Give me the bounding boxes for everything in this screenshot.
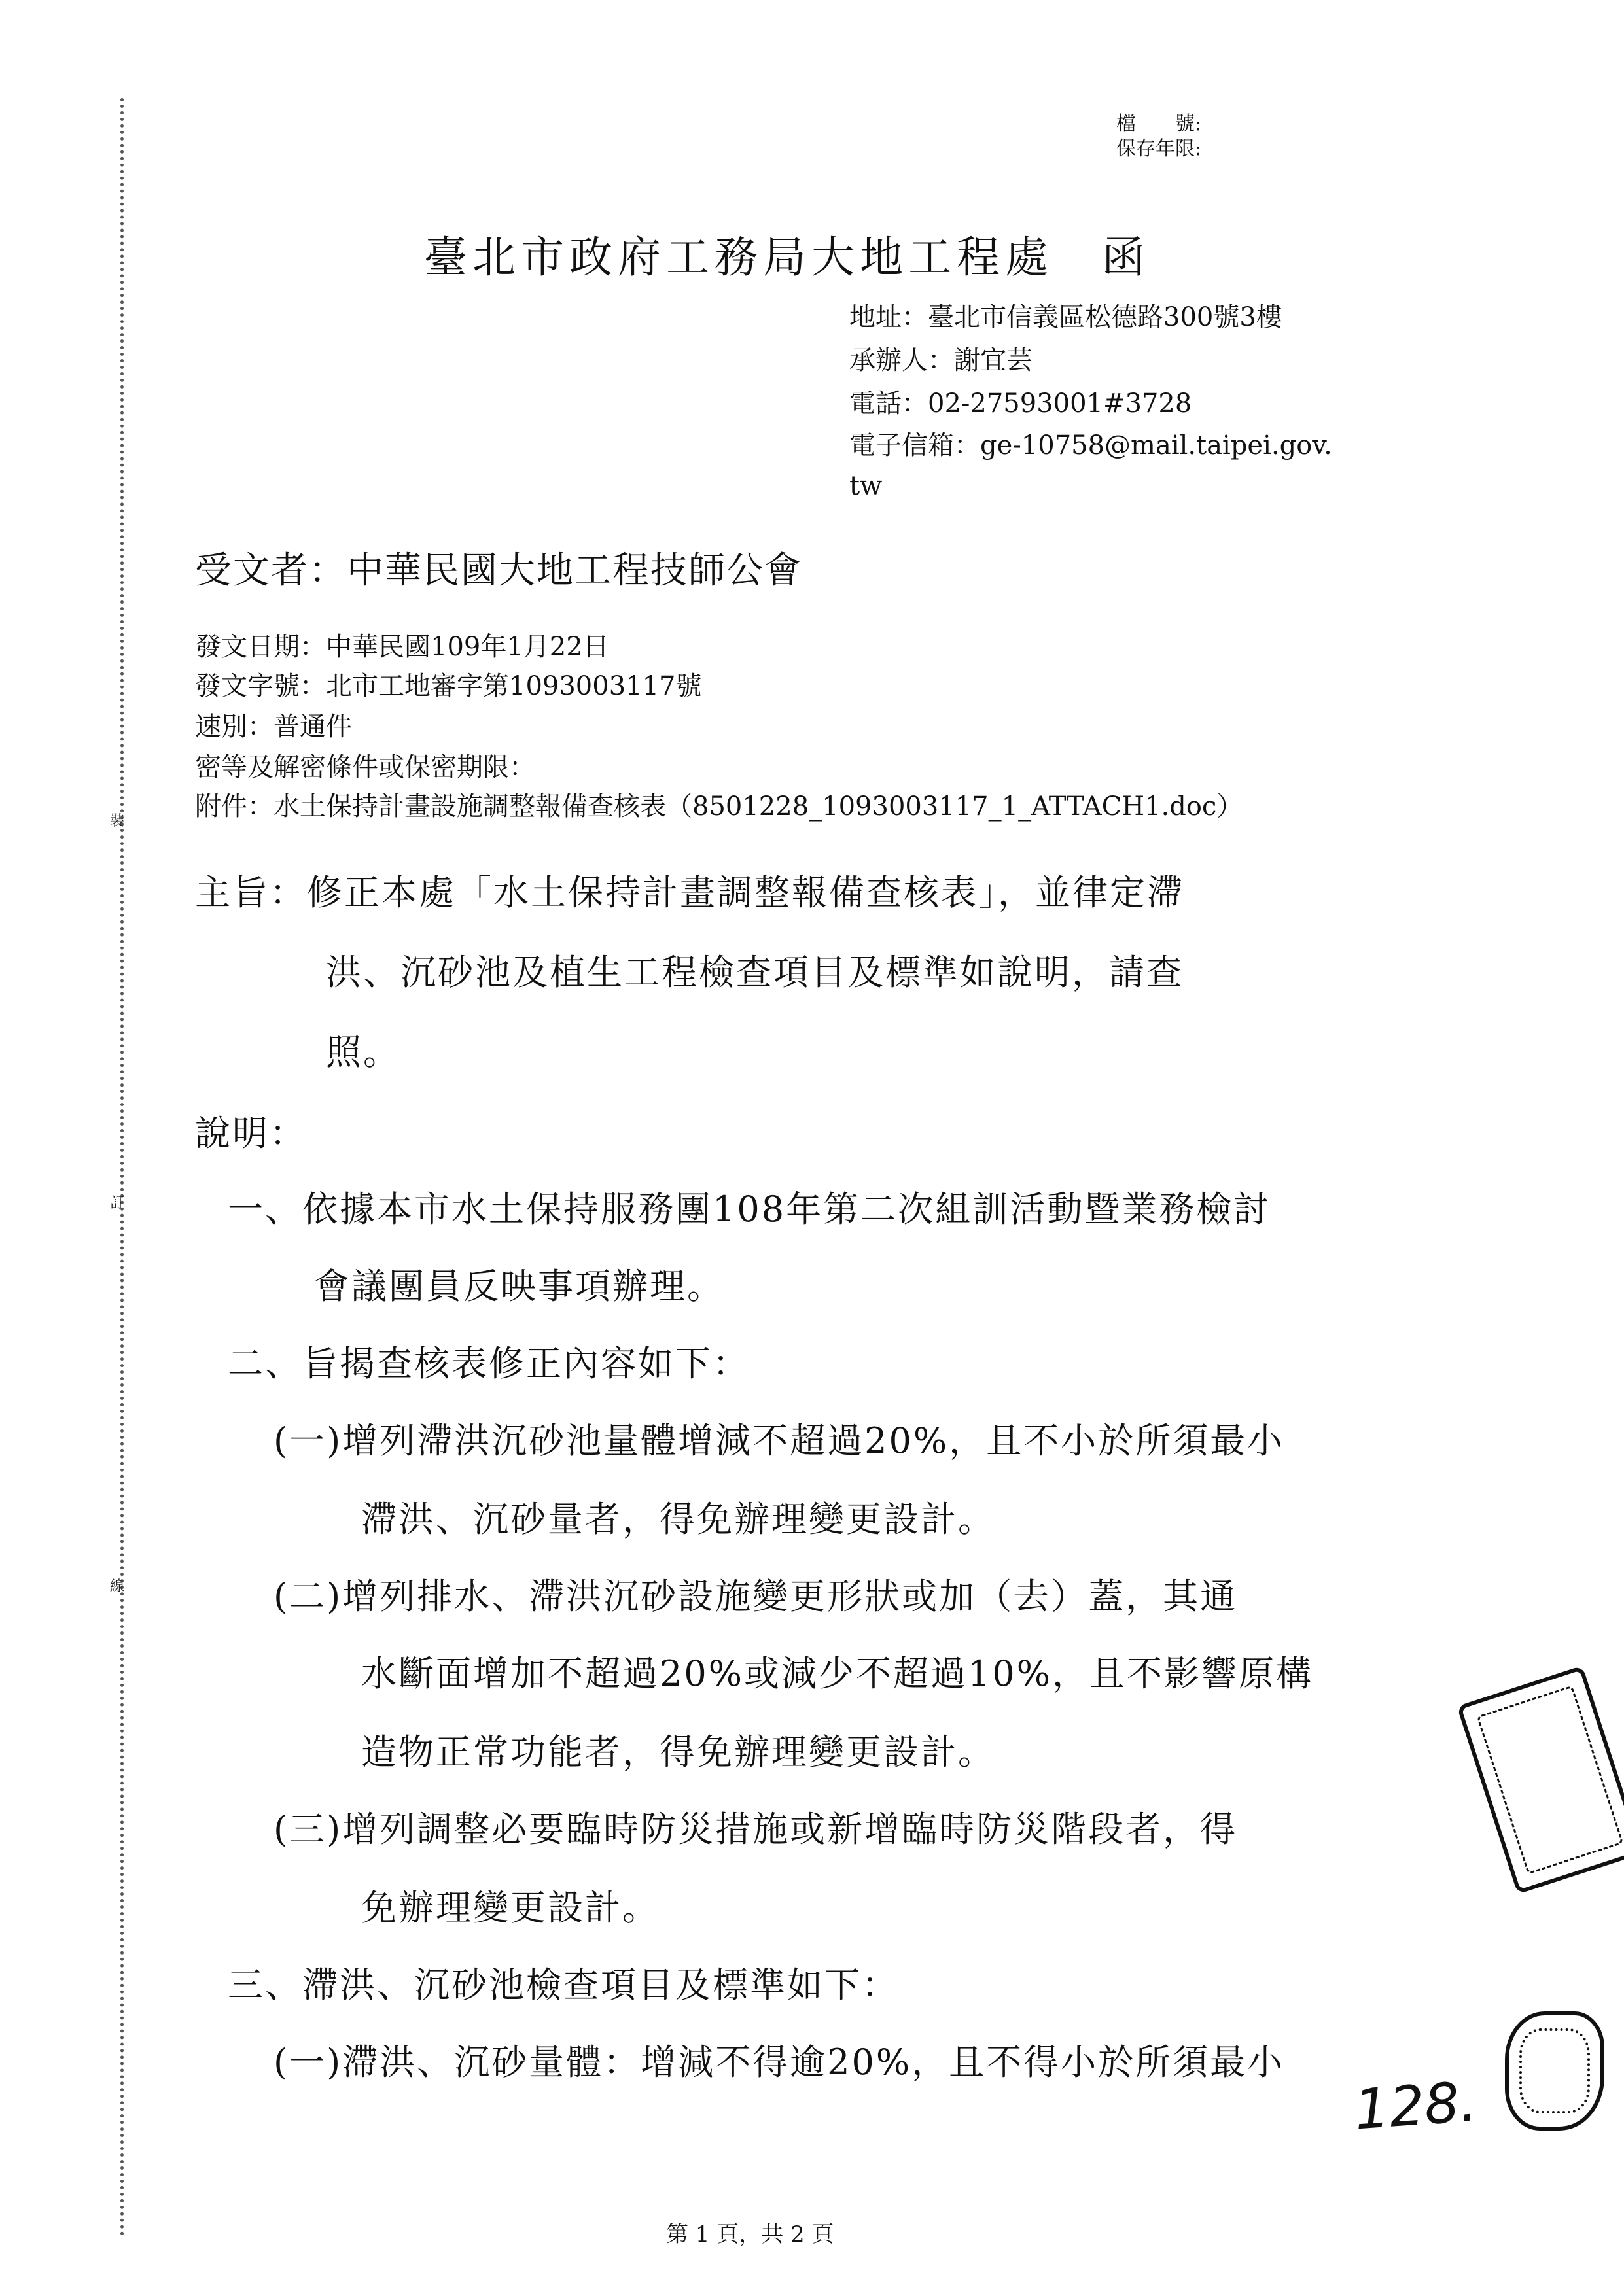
explanation-line: 會議團員反映事項辦理。 xyxy=(314,1266,724,1307)
document-title: 臺北市政府工務局大地工程處 函 xyxy=(424,232,1150,283)
subject-line: 照。 xyxy=(326,1032,400,1073)
official-seal-icon xyxy=(1505,2011,1604,2131)
explanation-line: 免辦理變更設計。 xyxy=(361,1887,660,1928)
explanation-heading: 說明： xyxy=(195,1113,307,1154)
contact-email-cont: tw xyxy=(849,471,883,501)
explanation-line: (一)增列滯洪沉砂池量體增減不超過20%，且不小於所須最小 xyxy=(274,1420,1285,1461)
binding-mark-ding: 訂 xyxy=(110,1195,125,1211)
secrecy-level: 密等及解密條件或保密期限： xyxy=(195,752,535,782)
explanation-line: 水斷面增加不超過20%或減少不超過10%，且不影響原構 xyxy=(361,1653,1314,1694)
explanation-line: 滯洪、沉砂量者，得免辦理變更設計。 xyxy=(361,1499,995,1540)
page-footer: 第 1 頁，共 2 頁 xyxy=(666,2221,834,2248)
explanation-line: 一、依據本市水土保持服務團108年第二次組訓活動暨業務檢討 xyxy=(228,1189,1271,1230)
electronic-stamp-icon xyxy=(1456,1665,1624,1894)
binding-mark-xian: 線 xyxy=(110,1578,125,1595)
file-no-label: 檔 號: xyxy=(1116,113,1202,135)
subject-line: 洪、沉砂池及植生工程檢查項目及標準如說明，請查 xyxy=(326,952,1184,993)
contact-address: 地址：臺北市信義區松德路300號3樓 xyxy=(849,302,1282,332)
explanation-line: (三)增列調整必要臨時防災措施或新增臨時防災階段者，得 xyxy=(274,1809,1238,1850)
contact-phone: 電話：02-27593001#3728 xyxy=(849,389,1192,419)
explanation-line: (一)滯洪、沉砂量體：增減不得逾20%，且不得小於所須最小 xyxy=(274,2042,1285,2083)
binding-mark-zhuang: 裝 xyxy=(110,813,125,829)
delivery-speed: 速別：普通件 xyxy=(195,712,352,742)
contact-handler: 承辦人：謝宜芸 xyxy=(849,345,1033,375)
binding-dotted-line xyxy=(120,98,124,2237)
explanation-line: (二)增列排水、滯洪沉砂設施變更形狀或加（去）蓋，其通 xyxy=(274,1576,1238,1617)
explanation-line: 三、滯洪、沉砂池檢查項目及標準如下： xyxy=(228,1964,899,2006)
explanation-line: 造物正常功能者，得免辦理變更設計。 xyxy=(361,1731,995,1773)
handwritten-page-number: 128. xyxy=(1352,2069,1479,2142)
recipient: 受文者：中華民國大地工程技師公會 xyxy=(195,549,802,592)
issue-date: 發文日期：中華民國109年1月22日 xyxy=(195,632,609,662)
document-number: 發文字號：北市工地審字第1093003117號 xyxy=(195,671,702,701)
explanation-line: 二、旨揭查核表修正內容如下： xyxy=(228,1343,750,1384)
attachment: 附件：水土保持計畫設施調整報備查核表（8501228_1093003117_1_ATTACH1.doc） xyxy=(195,791,1243,822)
contact-email: 電子信箱：ge-10758@mail.taipei.gov. xyxy=(849,430,1332,461)
subject-line: 主旨：修正本處「水土保持計畫調整報備查核表」，並律定滯 xyxy=(195,872,1184,913)
retention-label: 保存年限: xyxy=(1116,137,1202,160)
